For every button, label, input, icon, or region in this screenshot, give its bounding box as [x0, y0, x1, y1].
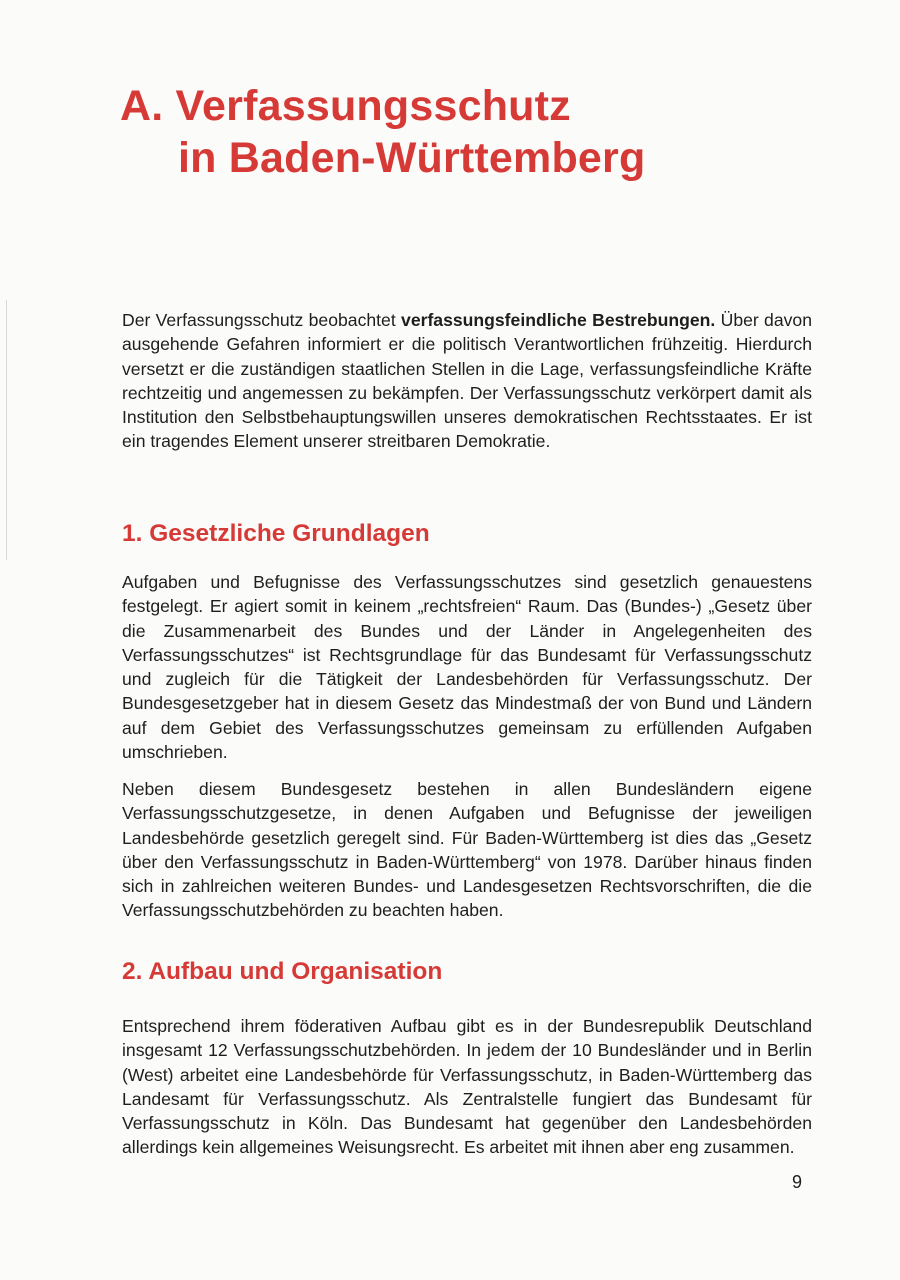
page-number: 9: [792, 1172, 803, 1192]
section-heading-aufbau-und-organisation: 2. Aufbau und Organisation: [122, 958, 443, 985]
section1-paragraph-1: Aufgaben und Befugnisse des Verfassungsschutzes sind gesetzlich genauestens festgelegt. Er agiert somit in keinem „rechtsfreien“ Raum. Das (Bundes-) „Gesetz über die Zusammenarbeit des Bundes und der Länder in Angelegenheiten des Verfassungsschutzes“ ist Rechtsgrundlage für das Bundesamt für Verfassungsschutz und zugleich für die Tätigkeit der Landesbehörden für Verfassungsschutz. Der Bundesgesetzgeber hat in diesem Gesetz das Mindestmaß der von Bund und Ländern auf dem Gebiet des Verfassungsschutzes gemeinsam zu erfüllenden Aufgaben umschrieben.: [122, 572, 812, 763]
intro-bold-term: verfassungsfeindliche Bestrebungen.: [401, 310, 716, 330]
intro-rest-text: Über davon ausgehende Gefahren informiert er die politisch Verantwortlichen frühzeitig. Hierdurch versetzt er die zuständigen staatlichen Stellen in die Lage, verfassungsfeindliche Kräfte rechtzeitig und angemessen zu bekämpfen. Der Verfassungsschutz verkörpert damit als Institution den Selbstbehauptungswillen unseres demokratischen Rechtsstaates. Er ist ein tragendes Element unserer streitbaren Demokratie.: [122, 310, 812, 452]
chapter-title-line-1: A. Verfassungsschutz: [120, 82, 571, 130]
chapter-title-line-2: in Baden-Württemberg: [178, 134, 646, 182]
chapter-title: [120, 80, 840, 184]
section1-paragraph-2: Neben diesem Bundesgesetz bestehen in allen Bundesländern eigene Verfassungsschutzgesetze, in denen Aufgaben und Befugnisse der jeweiligen Landesbehörde gesetzlich geregelt sind. Für Baden-Württemberg ist dies das „Gesetz über den Verfassungsschutz in Baden-Württemberg“ von 1978. Darüber hinaus finden sich in zahlreichen weiteren Bundes- und Landesgesetzen Rechtsvorschriften, die die Verfassungsschutzbehörden zu beachten haben.: [122, 779, 812, 921]
scan-edge-line: [6, 300, 7, 560]
section2-paragraph-1: Entsprechend ihrem föderativen Aufbau gibt es in der Bundesrepublik Deutschland insgesamt 12 Verfassungsschutzbehörden. In jedem der 10 Bundesländer und in Berlin (West) arbeitet eine Landesbehörde für Verfassungsschutz, in Baden-Württemberg das Landesamt für Verfassungsschutz. Als Zentralstelle fungiert das Bundesamt für Verfassungsschutz in Köln. Das Bundesamt hat gegenüber den Landesbehörden allerdings kein allgemeines Weisungsrecht. Es arbeitet mit ihnen aber eng zusammen.: [122, 1016, 812, 1158]
section-heading-gesetzliche-grundlagen: 1. Gesetzliche Grundlagen: [122, 520, 430, 547]
intro-lead-text: Der Verfassungsschutz beobachtet: [122, 310, 402, 330]
intro-paragraph: [122, 308, 812, 454]
